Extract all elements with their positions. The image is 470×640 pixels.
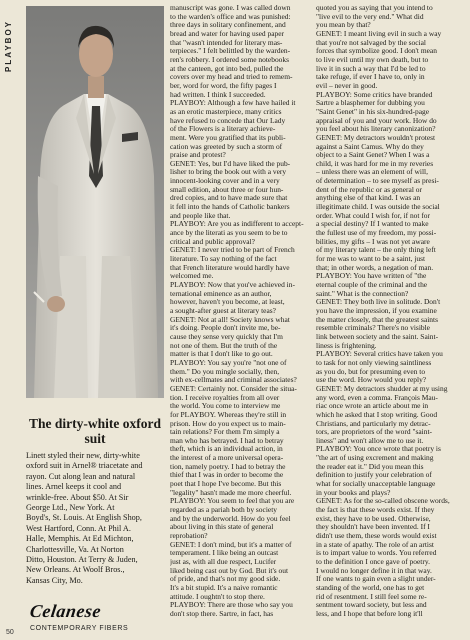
article-line: PLAYBOY: Some critics have branded bbox=[316, 90, 433, 99]
article-line: cause they sense very quickly that I'm bbox=[170, 332, 283, 341]
article-line: at the canteen, got into bed, pulled the bbox=[170, 64, 284, 73]
article-line: don't stop there. Sartre, in fact, has bbox=[170, 609, 274, 618]
ad-body-line: Halle, Memphis. At Ed Michton, bbox=[26, 534, 134, 544]
article-line: terpieces." I felt belittled by the warden- bbox=[170, 47, 291, 56]
article-line: rid of resentment. I still feel some re- bbox=[316, 592, 427, 601]
article-line: take refuge, if ever I have to, only in bbox=[316, 73, 425, 82]
article-line: them." Do you mingle socially, then, bbox=[170, 367, 280, 376]
article-line: it fell into the hands of Catholic bankers bbox=[170, 203, 290, 212]
article-line: and people like that. bbox=[170, 211, 231, 220]
article-line: "legality" hasn't made me more cheerful. bbox=[170, 488, 292, 497]
article-line: the fullest use of my freedom, my possi- bbox=[316, 229, 437, 238]
article-line: dent of the republic or as general or bbox=[316, 185, 422, 194]
article-line: – unless there was an element of will, bbox=[316, 168, 428, 177]
article-line: PLAYBOY: You once wrote that poetry is bbox=[316, 445, 441, 454]
article-line: literature. To say nothing of the fact bbox=[170, 255, 277, 264]
article-line: manuscript was gone. I was called down bbox=[170, 4, 291, 12]
ad-body-copy bbox=[26, 451, 164, 586]
brand-tagline: CONTEMPORARY FIBERS bbox=[30, 625, 129, 632]
article-line: standing of the world, one has to get bbox=[316, 583, 425, 592]
article-line: to the definition I once gave of poetry. bbox=[316, 558, 430, 566]
article-line: GENET: Certainly not. Consider the situa- bbox=[170, 384, 297, 393]
article-line: had written. I think I succeeded. bbox=[170, 90, 266, 99]
article-line: GENET: I never tried to be part of French bbox=[170, 246, 295, 255]
article-line: Christians, and particularly my detrac- bbox=[316, 419, 431, 428]
article-line: to live evil until my own death, but to bbox=[316, 55, 429, 64]
article-line: any word, even a comma. François Mau- bbox=[316, 393, 438, 402]
article-line: that "wasn't intended for literary mas- bbox=[170, 38, 283, 47]
article-line: however, haven't you become, at least, bbox=[170, 298, 285, 307]
article-column-2 bbox=[316, 4, 460, 619]
article-line: for me was to want to be a saint, just bbox=[316, 255, 426, 264]
article-line: tion, namely poetry. I had to betray the bbox=[170, 462, 286, 471]
article-line: child, it was hard for me in my reveries bbox=[316, 159, 434, 168]
ad-body-line: Charlottesville, Va. At Norton bbox=[26, 544, 124, 554]
ad-body-line: Boyd's, St. Louis. At English Shop, bbox=[26, 513, 142, 523]
article-line: bilities, my gifts – I was not yet aware bbox=[316, 237, 430, 246]
article-line: you mean by that? bbox=[316, 21, 371, 30]
article-line: they shouldn't have been invented. If I bbox=[316, 523, 430, 532]
article-line: the fact is that these words exist. If they bbox=[316, 506, 435, 515]
article-line: dred copies, and to have made sure that bbox=[170, 194, 288, 203]
article-line: with ex-cellmates and criminal associates? bbox=[170, 376, 297, 385]
article-line: PLAYBOY: Now that you've achieved in- bbox=[170, 281, 295, 289]
article-line: illegitimate child. I was outside the social bbox=[316, 203, 440, 212]
article-line: live it in such a way that I'd be led to bbox=[316, 64, 426, 73]
article-line: liness is frightening. bbox=[316, 341, 377, 350]
article-line: PLAYBOY: Although a few have hailed it bbox=[170, 99, 296, 108]
article-line: PLAYBOY: There are those who say you bbox=[170, 601, 293, 610]
article-line: in a state of apathy. The role of an artist bbox=[316, 540, 434, 549]
article-line: a special destiny? If I wanted to make bbox=[316, 220, 429, 229]
article-line: as you do, but for presuming even to bbox=[316, 367, 426, 376]
article-line: temperament. I like being an outcast bbox=[170, 549, 279, 558]
article-line: GENET: As for the so-called obscene words, bbox=[316, 497, 450, 506]
article-line: liness" and won't allow me to use it. bbox=[316, 436, 424, 445]
article-line: bread and water for having used paper bbox=[170, 29, 284, 38]
article-line: PLAYBOY: You have written of "the bbox=[316, 272, 427, 281]
article-line: anything else of that kind. I was an bbox=[316, 194, 421, 203]
running-head: PLAYBOY bbox=[4, 20, 13, 72]
article-line: order. What could I wish for, if not for bbox=[316, 211, 430, 220]
article-line: regarded as a pariah both by society bbox=[170, 506, 277, 515]
article-line: didn't use them, these words would exist bbox=[316, 532, 437, 541]
article-line: the world. You come to interview me bbox=[170, 402, 281, 411]
article-line: evil – never in good. bbox=[316, 81, 378, 90]
article-line: I would no longer define it in that way. bbox=[316, 566, 432, 575]
article-line: that French literature would hardly have bbox=[170, 263, 290, 272]
article-line: man who has betrayed. I had to betray bbox=[170, 436, 284, 445]
article-line: GENET: My detractors shudder at my using bbox=[316, 384, 448, 393]
ad-body-line: West Hartford, Conn. At Phil A. bbox=[26, 523, 131, 533]
article-line: the matter closely, that the greatest saints bbox=[316, 315, 438, 324]
article-line: innocent-looking cover and in a very bbox=[170, 177, 280, 186]
article-line: lisher to bring the book out with a very bbox=[170, 168, 287, 177]
article-line: PLAYBOY: Several critics have taken you bbox=[316, 350, 443, 359]
ad-body-line: George Ltd., New York. At bbox=[26, 503, 115, 513]
ad-body-line: New Orleans. At Woolf Bros., bbox=[26, 565, 125, 575]
article-line: GENET: My detractors wouldn't protest bbox=[316, 133, 436, 142]
article-line: of pride, and that's not my good side. bbox=[170, 575, 281, 584]
article-line: GENET: Yes, but I'd have liked the pub- bbox=[170, 159, 291, 168]
article-line: welcomed me. bbox=[170, 272, 214, 281]
article-line: "the art of using excrement and making bbox=[316, 454, 434, 463]
ad-photo-man-in-suit bbox=[26, 6, 164, 398]
article-line: have refused to concede that Our Lady bbox=[170, 116, 286, 125]
article-line: ternational eminence as an author, bbox=[170, 289, 272, 298]
article-line: in your books and plays? bbox=[316, 488, 391, 497]
ad-body-line: oxford suit in Arnel® triacetate and bbox=[26, 461, 143, 471]
article-line: attitude. I oughtn't to stop there. bbox=[170, 592, 265, 601]
article-line: praise and protest? bbox=[170, 151, 226, 160]
article-line: as an erotic masterpiece, many critics bbox=[170, 107, 282, 116]
ad-headline: The dirty-white oxford suit bbox=[29, 416, 161, 446]
ad-body-line: lines. Arnel keeps it cool and bbox=[26, 482, 122, 492]
article-line: tain relations? For them I'm simply a bbox=[170, 428, 280, 437]
article-line: ance by the literati as you seem to be to bbox=[170, 229, 288, 238]
article-line: less, and I hope that before long it'll bbox=[316, 609, 423, 618]
article-line: link between society and the saint. Saint- bbox=[316, 332, 439, 341]
article-line: GENET: I meant living evil in such a way bbox=[316, 29, 442, 38]
article-column-1 bbox=[170, 4, 314, 619]
article-line: eternal couple of the criminal and the bbox=[316, 281, 428, 289]
article-line: not one of them. But the truth of the bbox=[170, 341, 278, 350]
article-line: three days in solitary confinement, and bbox=[170, 21, 286, 30]
article-line: ment. Were you gratified that its publi- bbox=[170, 133, 286, 142]
article-line: It's a bit stupid. It's a naive romantic bbox=[170, 583, 278, 592]
ad-body-line: Ditto, Houston. At Terry & Juden, bbox=[26, 555, 138, 565]
article-line: cation was greeted by such a storm of bbox=[170, 142, 283, 151]
article-line: you feel about his literary canonization? bbox=[316, 125, 436, 134]
article-line: what for socially unacceptable language bbox=[316, 480, 436, 489]
ad-body-line: Linett styled their new, dirty-white bbox=[26, 451, 140, 460]
article-line: critical and public approval? bbox=[170, 237, 255, 246]
article-line: resemble criminals? There's no visible bbox=[316, 324, 430, 333]
article-line: definition to justify your celebration of bbox=[316, 471, 432, 480]
article-line: of the Flowers is a literary achieve- bbox=[170, 125, 276, 134]
article-line: the reader eat it." Did you mean this bbox=[316, 462, 424, 471]
article-line: Sartre a blasphemer for dubbing you bbox=[316, 99, 425, 108]
article-line: you have the impression, if you examine bbox=[316, 306, 437, 315]
article-line: GENET: Not at all! Society knows what bbox=[170, 315, 290, 324]
article-line: poet that I hope I've become. But this bbox=[170, 480, 282, 489]
article-line: to the warden's office and was punished: bbox=[170, 12, 291, 21]
page-number: 50 bbox=[6, 629, 14, 636]
article-line: GENET: I don't mind, but it's a matter of bbox=[170, 540, 292, 549]
article-line: which he asked that I stop writing. Good bbox=[316, 410, 438, 419]
article-line: ren's robbery. I ordered some notebooks bbox=[170, 55, 289, 64]
article-line: GENET: They both live in solitude. Don't bbox=[316, 298, 441, 307]
article-line: that you're not salvaged by the social bbox=[316, 38, 426, 47]
article-line: exist, they have to be used. Otherwise, bbox=[316, 514, 431, 523]
article-line: small edition, about three or four hun- bbox=[170, 185, 284, 194]
article-line: about living in this state of general bbox=[170, 523, 274, 532]
ad-body-line: wrinkle-free. About $50. At Sir bbox=[26, 492, 129, 502]
brand-logo: Celanese bbox=[28, 601, 103, 621]
article-line: sentment toward society, but less and bbox=[316, 601, 427, 610]
article-line: PLAYBOY: You say you're "not one of bbox=[170, 358, 287, 367]
article-line: and by the underworld. How do you feel bbox=[170, 514, 291, 523]
article-line: for PLAYBOY. Whereas they're still in bbox=[170, 410, 287, 419]
article-line: is to impart value to words. You referred bbox=[316, 549, 437, 558]
article-line: object to a Saint Genet? When I was a bbox=[316, 151, 430, 160]
article-line: matter is that I don't like to go out. bbox=[170, 350, 273, 359]
article-line: it's doing. People don't invite me, be- bbox=[170, 324, 281, 333]
article-line: forces that symbolize good. I don't mean bbox=[316, 47, 437, 56]
article-line: PLAYBOY: Are you as indifferent to accept- bbox=[170, 220, 304, 229]
article-line: "live evil to the very end." What did bbox=[316, 12, 424, 21]
article-line: liked being cast out by God. But it's out bbox=[170, 566, 289, 575]
article-line: tion. I receive royalties from all over bbox=[170, 393, 280, 402]
article-line: of my literary talent – the only thing left bbox=[316, 246, 436, 255]
article-line: quoted you as saying that you intend to bbox=[316, 4, 433, 12]
article-line: PLAYBOY: You seem to feel that you are bbox=[170, 497, 295, 506]
article-line: reprobation? bbox=[170, 532, 208, 541]
article-line: prison. How do you expect us to main- bbox=[170, 419, 286, 428]
article-line: riac once wrote an article about me in bbox=[316, 402, 429, 411]
article-line: the interest of a more universal opera- bbox=[170, 454, 284, 463]
article-line: thief that I was in order to become the bbox=[170, 471, 284, 480]
article-line: a sought-after guest at literary teas? bbox=[170, 306, 276, 315]
article-line: tors, are proprietors of the word "saint- bbox=[316, 428, 433, 437]
article-line: against a Saint Camus. Why do they bbox=[316, 142, 424, 151]
article-line: covers over my head and tried to remem- bbox=[170, 73, 293, 82]
article-line: theft, which is an individual action, in bbox=[170, 445, 283, 454]
advertisement bbox=[26, 6, 164, 638]
article-line: appraisal of you and your work. How do bbox=[316, 116, 437, 125]
article-line: saint." What is the connection? bbox=[316, 289, 409, 298]
article-line: use the word. How would you reply? bbox=[316, 376, 427, 385]
article-line: to task for not only viewing saintliness bbox=[316, 358, 432, 367]
ad-body-line: Kansas City, Mo. bbox=[26, 575, 83, 585]
ad-body-line: rayon. Cut along lean and natural bbox=[26, 471, 136, 481]
article-line: of determination – to see myself as presi- bbox=[316, 177, 439, 186]
article-line: just as, with all due respect, Lucifer bbox=[170, 558, 277, 566]
article-line: If one wants to gain even a slight under- bbox=[316, 575, 436, 584]
article-line: ber, word for word, the fifty pages I bbox=[170, 81, 277, 90]
article-line: that; in other words, a negation of man. bbox=[316, 263, 434, 272]
article-line: "Saint Genet" in his six-hundred-page bbox=[316, 107, 430, 116]
